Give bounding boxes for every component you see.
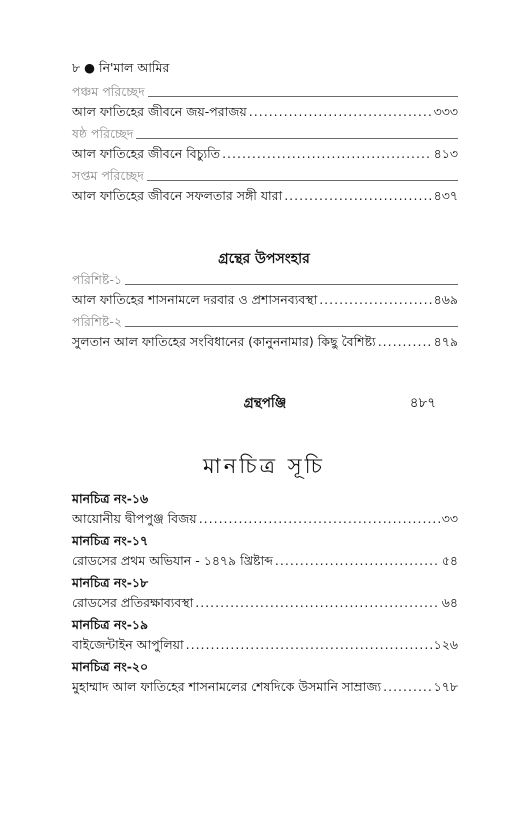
dot-leader <box>249 104 432 119</box>
section-label: সপ্তম পরিচ্ছেদ <box>72 168 144 183</box>
chapter-toc <box>72 84 458 210</box>
section-label-row <box>72 126 458 146</box>
dot-leader <box>284 188 431 203</box>
toc-entry[interactable] <box>72 188 458 210</box>
toc-entry-page: ৪১৩ <box>433 146 458 161</box>
dot-leader <box>222 146 432 161</box>
toc-entry-title: আল ফাতিহের শাসনামলে দরবার ও প্রশাসনব্যবস্থা <box>72 292 318 307</box>
book-title: নি'মাল আমির <box>99 60 170 75</box>
map-index-title: মানচিত্র সূচি <box>203 454 325 478</box>
appendix-label: পরিশিষ্ট-১ <box>72 272 123 287</box>
dot-leader <box>195 595 439 610</box>
section-label: ষষ্ঠ পরিচ্ছেদ <box>72 126 134 141</box>
epilogue-heading: গ্রন্থের উপসংহার <box>218 251 310 267</box>
dot-leader <box>378 334 432 349</box>
map-index-list <box>72 491 458 701</box>
map-entry[interactable] <box>72 595 458 617</box>
bibliography-page: ৪৮৭ <box>409 395 436 411</box>
running-header <box>72 60 169 80</box>
section-rule <box>125 284 458 285</box>
epilogue-toc <box>72 272 458 356</box>
appendix-label: পরিশিষ্ট-২ <box>72 314 123 329</box>
map-number: মানচিত্র নং-১৮ <box>72 575 149 590</box>
map-number: মানচিত্র নং-১৭ <box>72 533 149 548</box>
map-entry-title: রোডসের প্রতিরক্ষাব্যবস্থা <box>72 595 194 610</box>
map-entry-page: ১২৬ <box>433 637 458 652</box>
section-label-row <box>72 168 458 188</box>
toc-entry-title: আল ফাতিহের জীবনে সফলতার সঙ্গী যারা <box>72 188 283 203</box>
toc-entry[interactable] <box>72 334 458 356</box>
section-rule <box>125 326 458 327</box>
map-entry-title: মুহাম্মাদ আল ফাতিহের শাসনামলের শেষদিকে উসমানি সাম্রাজ্য <box>72 679 382 694</box>
map-entry-title: রোডসের প্রথম অভিযান - ১৪৭৯ খ্রিষ্টাব্দ <box>72 553 273 568</box>
map-entry-page: ৬৪ <box>441 595 458 610</box>
page-number: ৮ <box>72 60 81 75</box>
map-number: মানচিত্র নং-১৬ <box>72 491 149 506</box>
dot-leader <box>186 637 432 652</box>
dot-leader <box>275 553 440 568</box>
section-label: পঞ্চম পরিচ্ছেদ <box>72 84 145 99</box>
map-number: মানচিত্র নং-২০ <box>72 659 149 674</box>
toc-entry-title: সুলতান আল ফাতিহের সংবিধানের (কানুননামার) কিছু বৈশিষ্ট্য <box>72 334 376 349</box>
section-rule <box>136 138 458 139</box>
toc-entry-title: আল ফাতিহের জীবনে জয়-পরাজয় <box>72 104 247 119</box>
section-label-row <box>72 84 458 104</box>
map-entry-page: ৩৩ <box>441 511 458 526</box>
dot-leader <box>383 679 432 694</box>
appendix-label-row <box>72 272 458 292</box>
map-entry[interactable] <box>72 679 458 701</box>
map-entry[interactable] <box>72 553 458 575</box>
map-entry[interactable] <box>72 511 458 533</box>
map-entry-page: ৫৪ <box>441 553 458 568</box>
toc-entry-title: আল ফাতিহের জীবনে বিচ্যুতি <box>72 146 221 161</box>
bullet: ● <box>84 60 96 75</box>
toc-entry[interactable] <box>72 104 458 126</box>
toc-entry[interactable] <box>72 146 458 168</box>
map-entry-page: ১৭৮ <box>433 679 458 694</box>
toc-entry[interactable] <box>72 292 458 314</box>
map-number: মানচিত্র নং-১৯ <box>72 617 149 632</box>
bibliography-title: গ্রন্থপঞ্জি <box>243 395 287 411</box>
toc-entry-page: ৪৩৭ <box>433 188 458 203</box>
toc-entry-page: ৩৩৩ <box>433 104 458 119</box>
dot-leader <box>319 292 431 307</box>
toc-entry-page: ৪৭৯ <box>433 334 458 349</box>
appendix-label-row <box>72 314 458 334</box>
map-entry-title: আয়োনীয় দ্বীপপুঞ্জ বিজয় <box>72 511 197 526</box>
section-rule <box>148 96 458 97</box>
dot-leader <box>199 511 440 526</box>
map-entry-title: বাইজেন্টাইন আপুলিয়া <box>72 637 184 652</box>
map-entry[interactable] <box>72 637 458 659</box>
section-rule <box>147 180 458 181</box>
toc-entry-page: ৪৬৯ <box>433 292 458 307</box>
